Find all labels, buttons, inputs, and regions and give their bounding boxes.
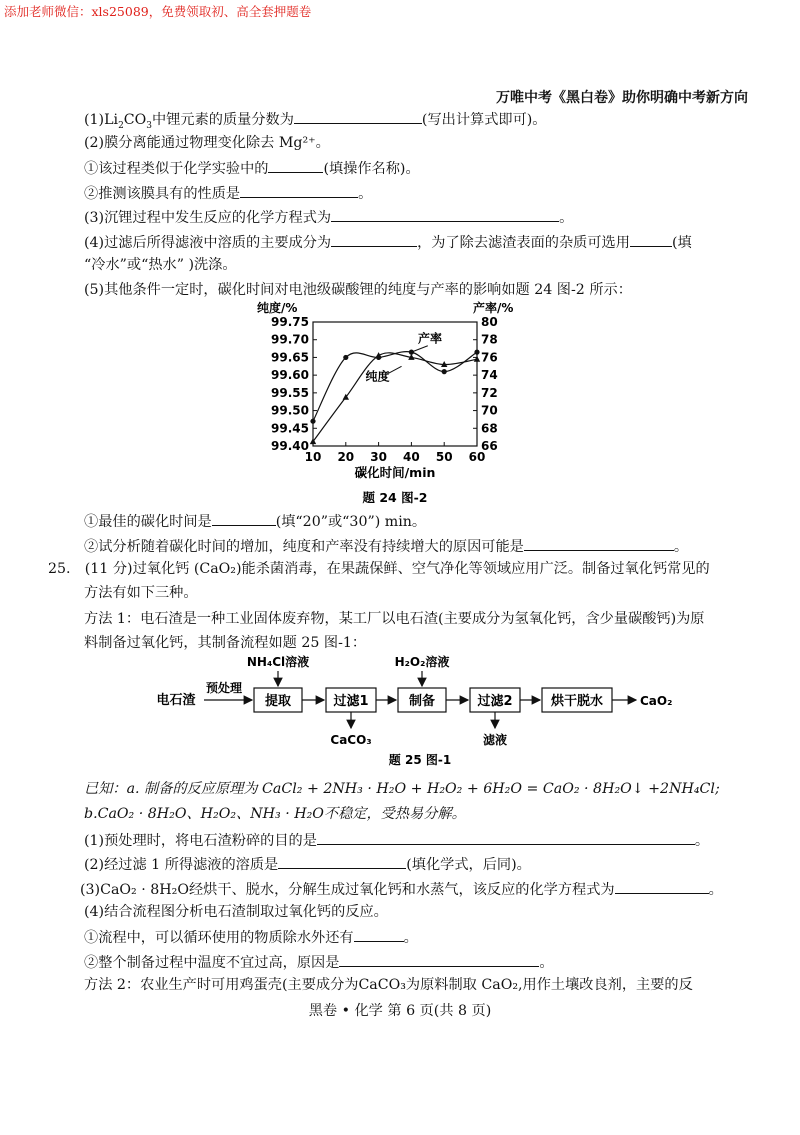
q24-part5-2: ②试分析随着碳化时间的增加，纯度和产率没有持续增大的原因可能是 。	[84, 535, 688, 557]
answer-blank[interactable]	[524, 535, 674, 551]
y-tick-label: 99.70	[271, 332, 309, 347]
data-point-purity	[310, 419, 315, 424]
x-tick-label: 60	[468, 450, 486, 464]
q24-part4: (4)过滤后所得滤液中溶质的主要成分为 ，为了除去滤渣表面的杂质可选用 (填	[84, 231, 692, 253]
flow-node-product: CaO₂	[640, 694, 673, 708]
q25-known-a: 已知：a. 制备的反应原理为 CaCl₂ + 2NH₃ · H₂O + H₂O₂ + 6H₂O = CaO₂ · 8H₂O↓ +2NH₄Cl;	[84, 781, 720, 797]
q25-sub4-2: ②整个制备过程中温度不宜过高，原因是 。	[84, 951, 554, 973]
q24-part5-1: ①最佳的碳化时间是 (填“20”或“30”) min。	[84, 510, 426, 532]
q25-intro-cont: 方法有如下三种。	[84, 585, 198, 601]
y-tick-label: 99.40	[271, 439, 309, 453]
q25-sub3: (3)CaO₂ · 8H₂O经烘干、脱水，分解生成过氧化钙和水蒸气，该反应的化学方程式为 。	[80, 878, 723, 900]
answer-blank[interactable]	[331, 231, 417, 247]
q24-part2-2: ②推测该膜具有的性质是 。	[84, 182, 372, 204]
flow-node-prepare: 制备	[408, 694, 436, 709]
x-tick-label: 10	[304, 450, 322, 464]
annotation-purity: 纯度	[365, 369, 390, 384]
q24-part2-1: ①该过程类似于化学实验中的 (填操作名称)。	[84, 157, 420, 179]
y-tick-label: 99.75	[271, 315, 309, 329]
x-tick-label: 40	[403, 450, 420, 464]
y-right-tick-label: 80	[481, 315, 498, 329]
y-tick-label: 99.60	[271, 368, 309, 383]
y-right-tick-label: 68	[481, 421, 498, 436]
data-point-yield	[474, 356, 480, 362]
q24-part3: (3)沉锂过程中发生反应的化学方程式为 。	[84, 206, 573, 228]
page-header: 万唯中考《黑白卷》助你明确中考新方向	[496, 90, 748, 106]
data-point-yield	[375, 352, 381, 358]
watermark: 添加老师微信：xls25089，免费领取初、高全套押题卷	[4, 4, 312, 19]
chart-24-2	[255, 296, 545, 508]
answer-blank[interactable]	[240, 182, 358, 198]
answer-blank[interactable]	[278, 853, 406, 869]
y-right-tick-label: 74	[481, 368, 498, 383]
q25-method1-cont: 料制备过氧化钙，其制备流程如题 25 图-1：	[84, 635, 367, 651]
x-tick-label: 50	[435, 450, 453, 464]
q24-part2: (2)膜分离能通过物理变化除去 Mg²⁺。	[84, 135, 330, 151]
flow-node-filter2: 过滤2	[477, 694, 513, 709]
answer-blank[interactable]	[331, 206, 559, 222]
flow-diagram-25-1	[140, 650, 700, 770]
data-point-purity	[474, 350, 479, 355]
y-tick-label: 99.65	[271, 350, 309, 365]
flow-node-extract: 提取	[264, 694, 292, 709]
series-line-purity	[313, 352, 477, 422]
data-point-purity	[343, 355, 348, 360]
page-footer: 黑卷 • 化学 第 6 页(共 8 页)	[308, 1003, 492, 1019]
q25-intro: 25. (11 分)过氧化钙 (CaO₂)能杀菌消毒，在果蔬保鲜、空气净化等领域应用广泛。制备过氧化钙常见的	[48, 561, 710, 577]
y-axis-label: 纯度/%	[257, 301, 298, 315]
flow-node-dry: 烘干脱水	[550, 694, 604, 709]
flow-node-raw: 电石渣	[156, 693, 196, 708]
series-line-yield	[313, 353, 477, 442]
y-right-tick-label: 70	[481, 403, 498, 418]
annotation-leader	[388, 366, 401, 373]
y-right-tick-label: 78	[481, 332, 498, 347]
chart-title: 题 24 图-2	[362, 490, 428, 505]
q25-sub4-1: ①流程中，可以循环使用的物质除水外还有 。	[84, 926, 418, 948]
y-tick-label: 99.50	[271, 403, 309, 418]
q24-part1: $(1)Li_2CO_3$中锂元素的质量分数为 (写出计算式即可)。	[84, 108, 547, 136]
flow-node-filter1: 过滤1	[333, 694, 369, 709]
flow-caption: 题 25 图-1	[388, 753, 452, 767]
q25-sub1: (1)预处理时，将电石渣粉碎的目的是 。	[84, 829, 709, 851]
annotation-yield: 产率	[417, 331, 442, 346]
y-tick-label: 99.55	[271, 385, 309, 400]
y-right-tick-label: 76	[481, 350, 498, 365]
q24-part4-cont: “冷水”或“热水” )洗涤。	[84, 257, 237, 273]
data-point-purity	[442, 369, 447, 374]
x-tick-label: 30	[370, 450, 387, 464]
answer-blank[interactable]	[354, 926, 404, 942]
answer-blank[interactable]	[268, 157, 323, 173]
chart-plot-frame	[313, 322, 477, 446]
flow-edge-label: 预处理	[205, 681, 243, 695]
q25-sub2: (2)经过滤 1 所得滤液的溶质是 (填化学式，后同)。	[84, 853, 531, 875]
q25-sub4: (4)结合流程图分析电石渣制取过氧化钙的反应。	[84, 904, 388, 920]
q25-known-b: b.CaO₂ · 8H₂O、H₂O₂、NH₃ · H₂O不稳定，受热易分解。	[84, 806, 466, 822]
answer-blank[interactable]	[212, 510, 276, 526]
flow-input-h2o2: H₂O₂溶液	[394, 655, 450, 669]
y-right-tick-label: 72	[481, 385, 498, 400]
flow-output-caco3: CaCO₃	[330, 733, 372, 747]
q24-part5: (5)其他条件一定时，碳化时间对电池级碳酸锂的纯度与产率的影响如题 24 图-2 所示：	[84, 282, 632, 298]
y-right-axis-label: 产率/%	[473, 301, 514, 315]
answer-blank[interactable]	[630, 231, 672, 247]
answer-blank[interactable]	[317, 829, 695, 845]
flow-input-nh4cl: NH₄Cl溶液	[246, 655, 310, 669]
answer-blank[interactable]	[615, 878, 709, 894]
x-tick-label: 20	[337, 450, 355, 464]
q25-method1: 方法 1：电石渣是一种工业固体废弃物，某工厂以电石渣(主要成分为氢氧化钙，含少量碳酸钙)为原	[84, 611, 705, 627]
flow-output-filtrate: 滤液	[482, 733, 508, 747]
y-right-tick-label: 66	[481, 439, 498, 453]
answer-blank[interactable]	[339, 951, 539, 967]
q25-method2: 方法 2：农业生产时可用鸡蛋壳(主要成分为CaCO₃为原料制取 CaO₂,用作土壤改良剂，主要的反	[84, 977, 693, 993]
y-tick-label: 99.45	[271, 421, 309, 436]
answer-blank[interactable]	[294, 108, 422, 124]
x-axis-label: 碳化时间/min	[354, 465, 436, 480]
annotation-leader	[411, 346, 427, 352]
